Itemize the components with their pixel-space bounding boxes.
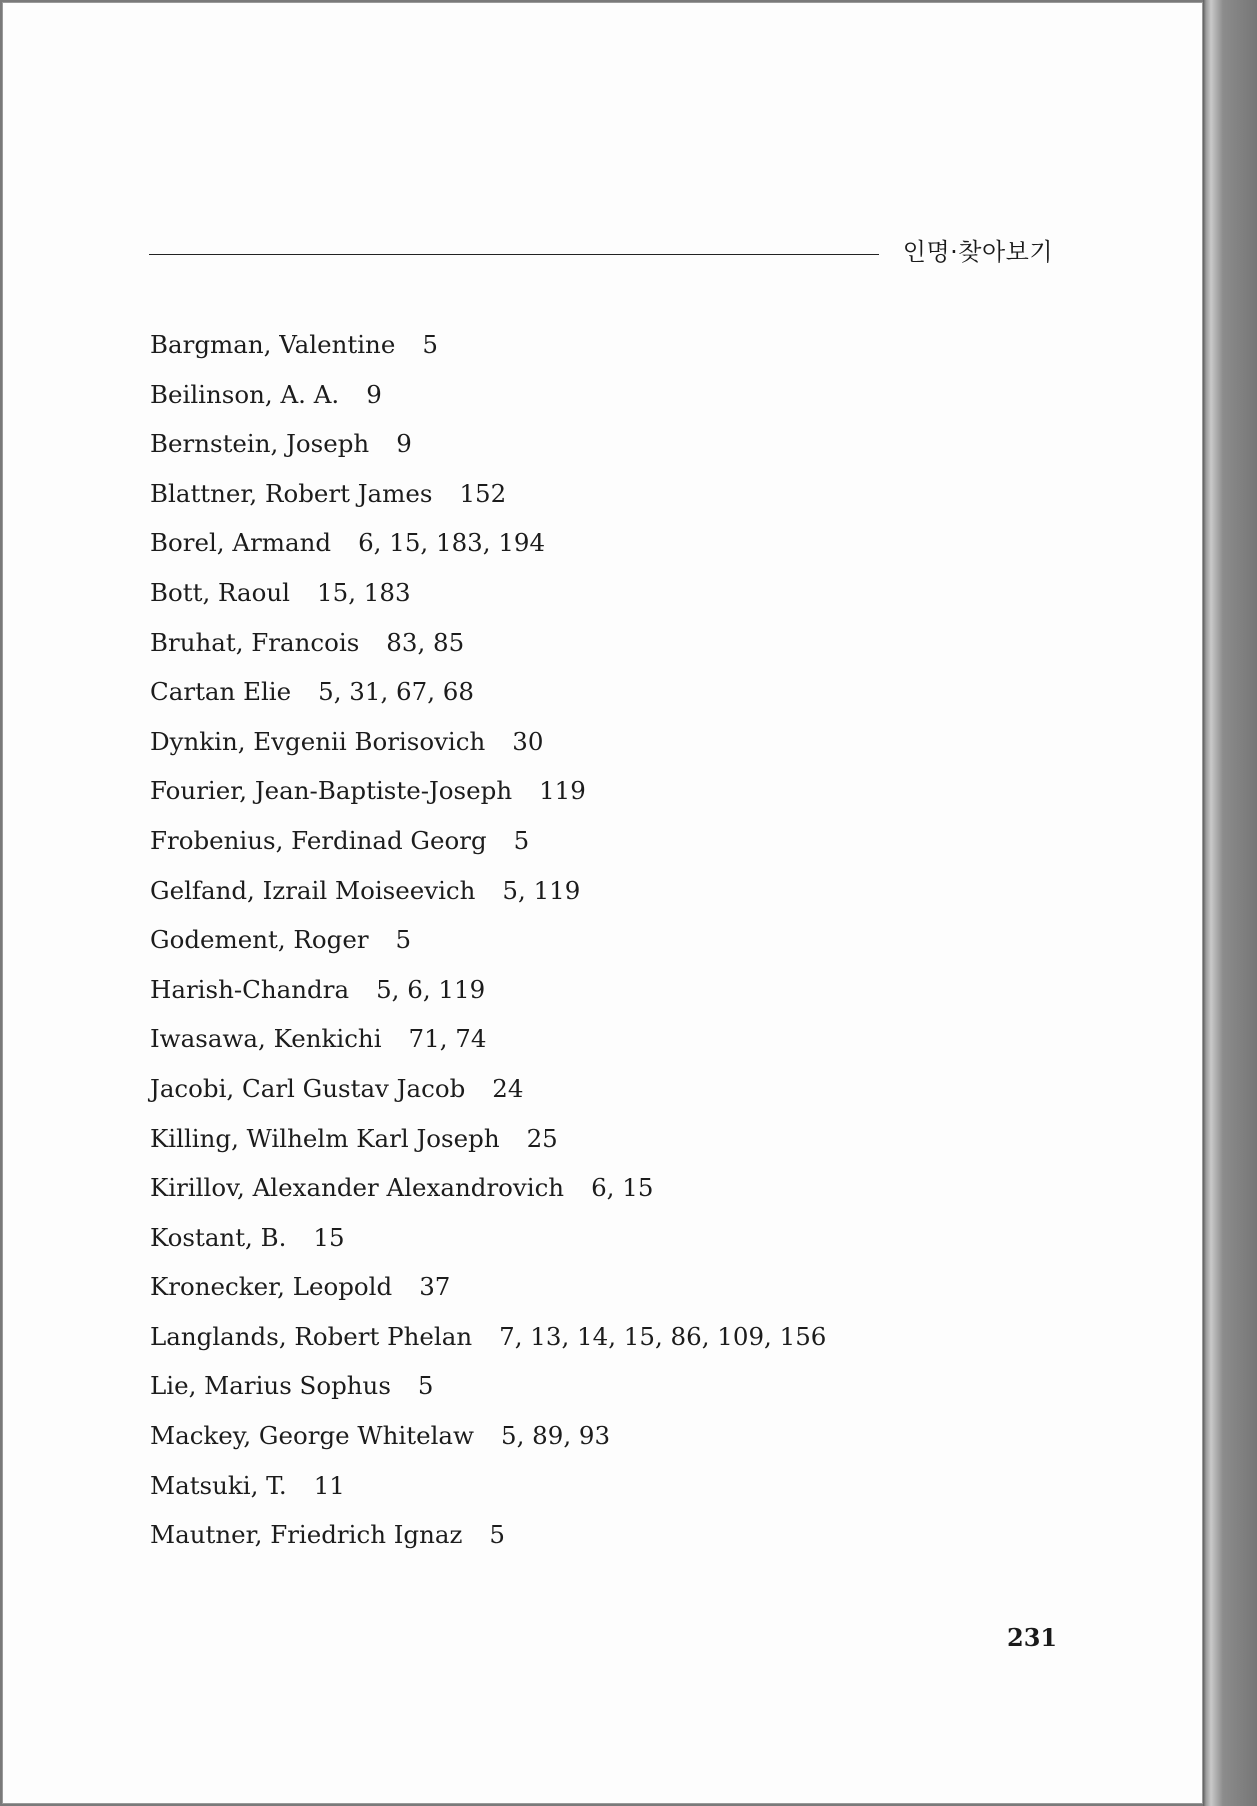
- index-entry: [150, 1515, 1050, 1565]
- entry-pages: 9: [366, 379, 382, 409]
- entry-pages: 5, 89, 93: [500, 1421, 611, 1451]
- index-entry: [150, 1366, 1050, 1416]
- entry-pages: 5: [417, 1371, 434, 1401]
- entry-pages: 5: [422, 330, 438, 359]
- entry-name: Dynkin, Evgenii Borisovich: [150, 726, 486, 756]
- document-page: [2, 2, 1203, 1804]
- index-entry: [150, 325, 1050, 375]
- entry-pages: 83, 85: [386, 627, 465, 657]
- entry-name: Matsuki, T.: [150, 1470, 287, 1500]
- entry-pages: 9: [396, 429, 412, 459]
- entry-pages: 5, 31, 67, 68: [318, 677, 474, 707]
- entry-name: Kronecker, Leopold: [150, 1272, 393, 1302]
- running-header: [149, 235, 1053, 269]
- entry-name: Bernstein, Joseph: [150, 429, 370, 459]
- entry-pages: 5, 119: [502, 875, 581, 905]
- index-entry: [150, 920, 1050, 970]
- index-entry: [150, 722, 1050, 772]
- entry-name: Beilinson, A. A.: [150, 379, 340, 409]
- entry-pages: 15: [313, 1222, 345, 1252]
- name-index-list: [150, 325, 1050, 1565]
- entry-pages: 71, 74: [408, 1024, 487, 1054]
- entry-name: Kirillov, Alexander Alexandrovich: [150, 1173, 565, 1203]
- entry-pages: 24: [492, 1073, 524, 1103]
- index-entry: [150, 474, 1050, 524]
- entry-name: Iwasawa, Kenkichi: [150, 1024, 382, 1054]
- index-entry: [150, 1267, 1050, 1317]
- index-entry: [150, 970, 1050, 1020]
- index-entry: [150, 771, 1050, 821]
- index-entry: [150, 1466, 1050, 1516]
- entry-name: Fourier, Jean-Baptiste-Joseph: [150, 776, 513, 806]
- entry-name: Borel, Armand: [150, 528, 332, 558]
- index-entry: [150, 573, 1050, 623]
- entry-pages: 6, 15: [591, 1173, 654, 1203]
- page-number: 231: [1007, 1623, 1058, 1652]
- entry-pages: 5: [489, 1520, 506, 1550]
- entry-name: Bargman, Valentine: [150, 330, 396, 359]
- index-entry: [150, 1069, 1050, 1119]
- entry-pages: 7, 13, 14, 15, 86, 109, 156: [499, 1321, 827, 1351]
- index-entry: [150, 1218, 1050, 1268]
- index-entry: [150, 871, 1050, 921]
- entry-pages: 15, 183: [317, 577, 411, 607]
- header-title: 인명·찾아보기: [902, 238, 1053, 266]
- entry-name: Bott, Raoul: [150, 577, 291, 607]
- entry-name: Mackey, George Whitelaw: [150, 1421, 474, 1451]
- entry-name: Gelfand, Izrail Moiseevich: [150, 875, 476, 905]
- entry-name: Lie, Marius Sophus: [150, 1371, 391, 1401]
- entry-name: Blattner, Robert James: [150, 478, 433, 508]
- entry-name: Jacobi, Carl Gustav Jacob: [150, 1073, 466, 1103]
- entry-name: Mautner, Friedrich Ignaz: [150, 1520, 463, 1550]
- index-entry: [150, 375, 1050, 425]
- index-entry: [150, 523, 1050, 573]
- index-entry: [150, 1416, 1050, 1466]
- entry-pages: 5: [395, 925, 412, 955]
- index-entry: [150, 672, 1050, 722]
- index-entry: [150, 1119, 1050, 1169]
- entry-pages: 5, 6, 119: [376, 974, 486, 1004]
- index-entry: [150, 1019, 1050, 1069]
- index-entry: [150, 424, 1050, 474]
- entry-pages: 119: [539, 776, 586, 806]
- entry-name: Killing, Wilhelm Karl Joseph: [150, 1123, 500, 1153]
- entry-name: Langlands, Robert Phelan: [150, 1321, 473, 1351]
- index-entry: [150, 623, 1050, 673]
- entry-name: Godement, Roger: [150, 925, 369, 955]
- entry-pages: 37: [419, 1272, 451, 1302]
- header-rule: [149, 254, 879, 255]
- entry-name: Harish-Chandra: [150, 974, 350, 1004]
- entry-name: Bruhat, Francois: [150, 627, 360, 657]
- entry-pages: 6, 15, 183, 194: [358, 528, 546, 558]
- entry-pages: 30: [512, 726, 544, 756]
- entry-pages: 25: [526, 1123, 558, 1153]
- entry-name: Frobenius, Ferdinad Georg: [150, 825, 487, 855]
- entry-pages: 11: [313, 1470, 345, 1500]
- entry-pages: 152: [459, 478, 507, 508]
- entry-name: Kostant, B.: [150, 1222, 287, 1252]
- entry-name: Cartan Elie: [150, 677, 292, 707]
- index-entry: [150, 1168, 1050, 1218]
- viewer-gutter: [1203, 0, 1257, 1806]
- index-entry: [150, 1317, 1050, 1367]
- index-entry: [150, 821, 1050, 871]
- entry-pages: 5: [513, 825, 530, 855]
